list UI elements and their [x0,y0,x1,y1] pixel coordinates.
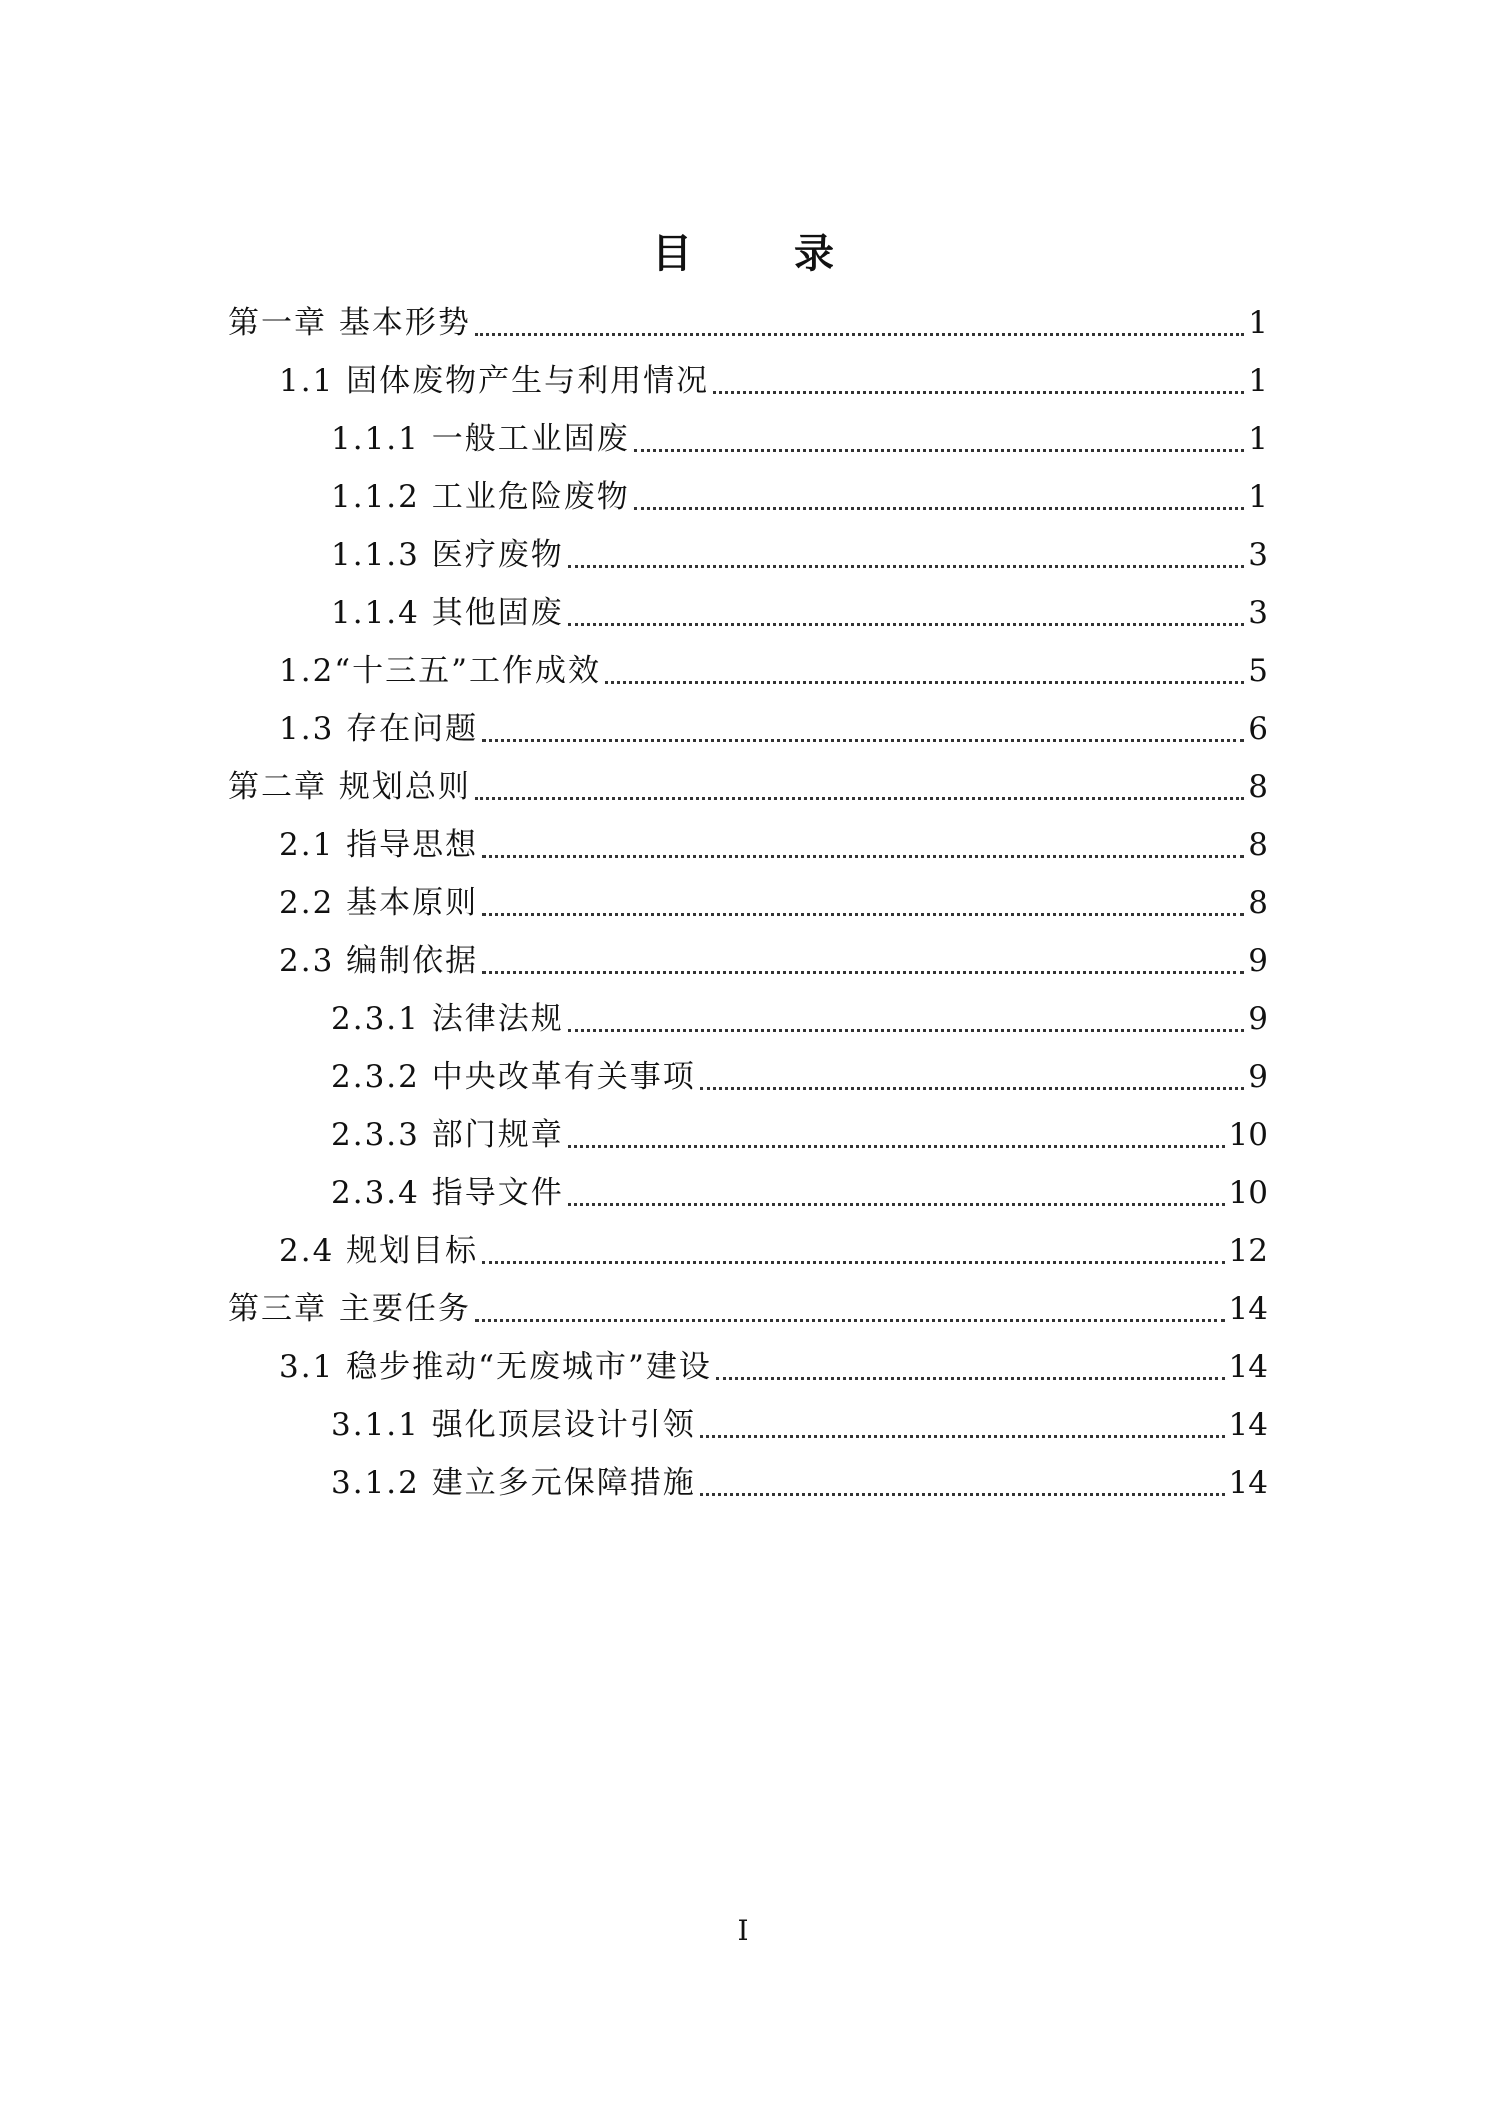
toc-entry-page: 14 [1228,1407,1268,1443]
toc-entry-label: 3.1 稳步推动“无废城市”建设 [279,1349,712,1385]
toc-entry[interactable] [228,764,1268,810]
toc-entry-label: 3.1.1 强化顶层设计引领 [331,1407,696,1443]
toc-entry[interactable] [228,300,1268,346]
toc-entry-page: 9 [1248,1059,1268,1095]
toc-entry[interactable] [279,358,1268,404]
toc-dot-leader [475,333,1244,336]
toc-entry-page: 10 [1228,1175,1268,1211]
toc-entry-page: 3 [1248,537,1268,573]
toc-entry[interactable] [279,880,1268,926]
toc-dot-leader [482,739,1244,742]
toc-entry-label: 2.4 规划目标 [279,1233,479,1269]
toc-dot-leader [482,913,1244,916]
toc-dot-leader [568,565,1245,568]
toc-entry[interactable] [228,1286,1268,1332]
toc-entry[interactable] [331,474,1268,520]
toc-entry[interactable] [279,938,1268,984]
toc-dot-leader [716,1377,1225,1380]
toc-entry-page: 8 [1248,827,1268,863]
toc-entry[interactable] [331,1054,1268,1100]
toc-entry[interactable] [279,648,1268,694]
toc-dot-leader [482,1261,1224,1264]
toc-dot-leader [700,1493,1225,1496]
toc-entry-page: 9 [1248,943,1268,979]
toc-entry-page: 8 [1248,769,1268,805]
toc-entry-label: 2.3.2 中央改革有关事项 [331,1059,696,1095]
toc-entry-label: 2.3 编制依据 [279,943,479,979]
toc-entry-page: 3 [1248,595,1268,631]
toc-entry[interactable] [331,532,1268,578]
toc-entry-page: 5 [1248,653,1268,689]
toc-entry-page: 10 [1228,1117,1268,1153]
toc-entry-label: 1.1.2 工业危险废物 [331,479,630,515]
toc-entry-page: 1 [1248,363,1268,399]
toc-entry-label: 2.1 指导思想 [279,827,479,863]
toc-entry-page: 1 [1248,479,1268,515]
toc-entry-page: 12 [1228,1233,1268,1269]
toc-dot-leader [482,855,1244,858]
toc-dot-leader [700,1435,1225,1438]
toc-dot-leader [482,971,1244,974]
toc-entry[interactable] [331,1112,1268,1158]
toc-entry[interactable] [331,590,1268,636]
toc-entry-label: 2.3.4 指导文件 [331,1175,564,1211]
toc-entry-label: 3.1.2 建立多元保障措施 [331,1465,696,1501]
toc-entry[interactable] [279,822,1268,868]
toc-entry-page: 14 [1228,1349,1268,1385]
toc-entry[interactable] [331,416,1268,462]
toc-entry-label: 第一章 基本形势 [228,305,471,341]
toc-dot-leader [568,623,1245,626]
toc-entry-label: 第三章 主要任务 [228,1291,471,1327]
toc-entry-label: 1.1 固体废物产生与利用情况 [279,363,710,399]
toc-entry-label: 1.1.4 其他固废 [331,595,564,631]
toc-dot-leader [713,391,1244,394]
toc-entry-page: 14 [1228,1465,1268,1501]
toc-dot-leader [634,449,1245,452]
toc-entry-label: 1.1.3 医疗废物 [331,537,564,573]
toc-entry-label: 1.1.1 一般工业固废 [331,421,630,457]
toc-entry[interactable] [331,1402,1268,1448]
toc-entry[interactable] [279,1344,1268,1390]
toc-entry-label: 1.2“十三五”工作成效 [279,653,601,689]
toc-title: 目 录 [652,231,878,277]
toc-entry-page: 8 [1248,885,1268,921]
toc-dot-leader [568,1145,1225,1148]
toc-entry[interactable] [331,1460,1268,1506]
toc-entry[interactable] [331,996,1268,1042]
toc-entry[interactable] [331,1170,1268,1216]
toc-dot-leader [568,1029,1245,1032]
toc-entry-page: 1 [1248,421,1268,457]
toc-entry-label: 2.3.1 法律法规 [331,1001,564,1037]
toc-dot-leader [700,1087,1245,1090]
toc-dot-leader [475,1319,1225,1322]
toc-entry-page: 1 [1248,305,1268,341]
toc-entry-page: 14 [1228,1291,1268,1327]
toc-entry-page: 9 [1248,1001,1268,1037]
toc-entry-label: 2.2 基本原则 [279,885,479,921]
toc-entry-label: 第二章 规划总则 [228,769,471,805]
toc-dot-leader [634,507,1245,510]
toc-entry[interactable] [279,1228,1268,1274]
toc-entry-label: 2.3.3 部门规章 [331,1117,564,1153]
toc-dot-leader [475,797,1244,800]
toc-dot-leader [605,681,1244,684]
page-number: I [737,1914,749,1947]
toc-entry-label: 1.3 存在问题 [279,711,479,747]
toc-dot-leader [568,1203,1225,1206]
toc-entry-page: 6 [1248,711,1268,747]
toc-entry[interactable] [279,706,1268,752]
